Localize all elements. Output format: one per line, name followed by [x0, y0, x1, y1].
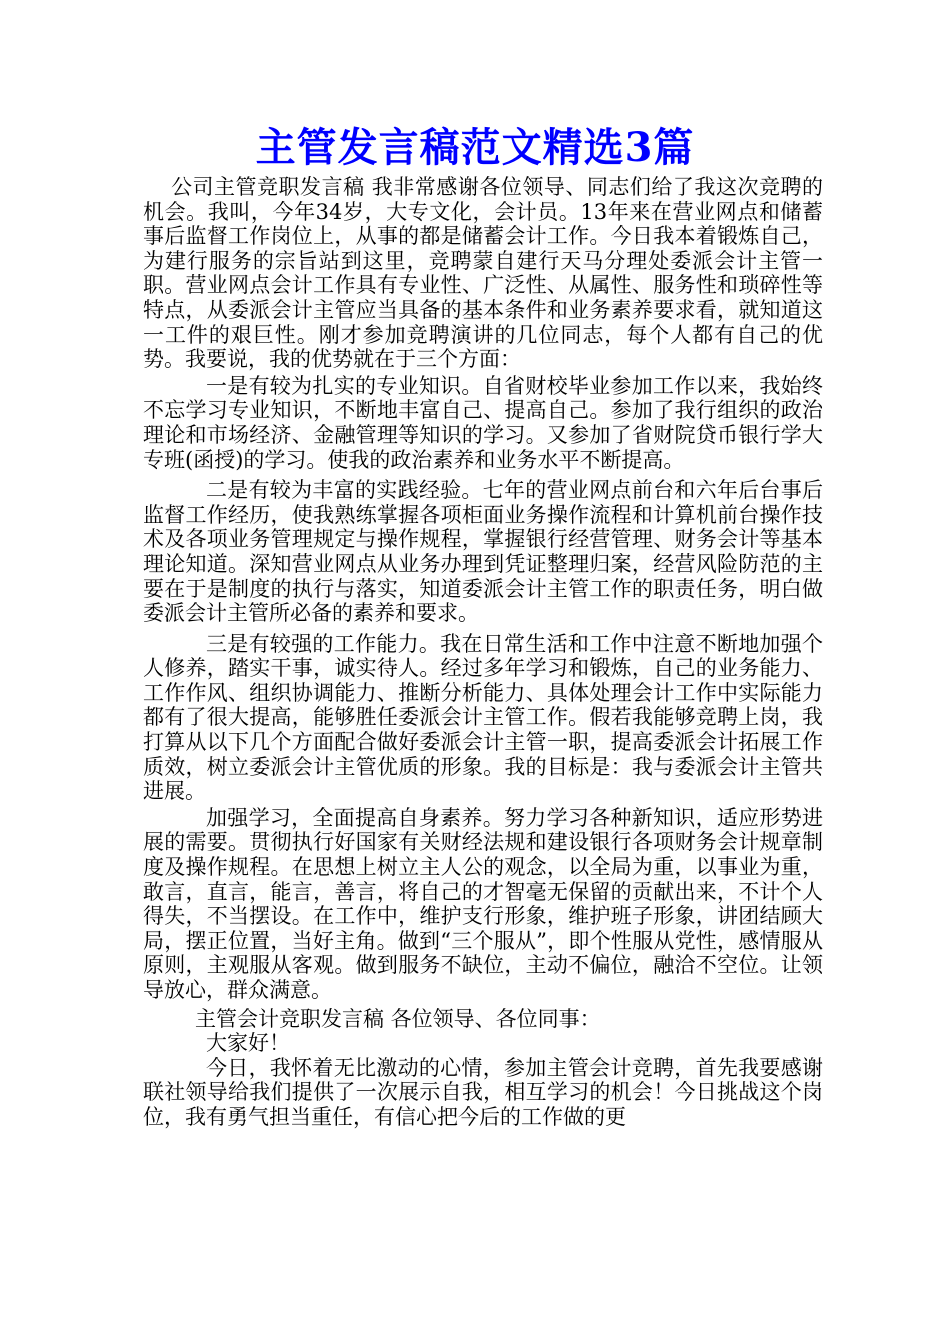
paragraph-study: 加强学习，全面提高自身素养。努力学习各种新知识，适应形势进展的需要。贯彻执行好国家有关财经法规和建设银行各项财务会计规章制度及操作规程。在思想上树立主人公的观念，以全局为重，以事业为重，敢言，直言，能言，善言，将自己的才智毫无保留的贡献出来，不计个人得失，不当摆设。在工作中，维护支行形象，维护班子形象，讲团结顾大局，摆正位置，当好主角。做到“三个服从”，即个性服从党性，感情服从原则，主观服从客观。做到服务不缺位，主动不偏位，融洽不空位。让领导放心，群众满意。	[143, 805, 823, 1002]
document-body	[143, 175, 823, 1130]
paragraph-point-two: 二是有较为丰富的实践经验。七年的营业网点前台和六年后台事后监督工作经历，使我熟练掌握各项柜面业务操作流程和计算机前台操作技术及各项业务管理规定与操作规程，掌握银行经营管理、财务会计等基本理论知道。深知营业网点从业务办理到凭证整理归案，经营风险防范的主要在于是制度的执行与落实，知道委派会计主管工作的职责任务，明白做委派会计主管所必备的素养和要求。	[143, 478, 823, 626]
paragraph-second-speech-heading: 主管会计竞职发言稿 各位领导、各位同事：	[195, 1006, 601, 1031]
paragraph-second-speech-body: 今日，我怀着无比激动的心情，参加主管会计竞聘，首先我要感谢联社领导给我们提供了一次展示自我，相互学习的机会！今日挑战这个岗位，我有勇气担当重任，有信心把今后的工作做的更	[143, 1055, 823, 1129]
document-title: 主管发言稿范文精选3篇	[255, 124, 695, 171]
paragraph-intro: 公司主管竞职发言稿 我非常感谢各位领导、同志们给了我这次竞聘的机会。我叫，今年34岁，大专文化，会计员。13年来在营业网点和储蓄事后监督工作岗位上，从事的都是储蓄会计工作。今日我本着锻炼自己，为建行服务的宗旨站到这里，竞聘蒙自建行天马分理处委派会计主管一职。营业网点会计工作具有专业性、广泛性、从属性、服务性和琐碎性等特点，从委派会计主管应当具备的基本条件和业务素养要求看，就知道这一工件的艰巨性。刚才参加竞聘演讲的几位同志，每个人都有自己的优势。我要说，我的优势就在于三个方面：	[143, 175, 823, 372]
paragraph-point-one: 一是有较为扎实的专业知识。自省财校毕业参加工作以来，我始终不忘学习专业知识，不断地丰富自己、提高自己。参加了我行组织的政治理论和市场经济、金融管理等知识的学习。又参加了省财院贷币银行学大专班(函授)的学习。使我的政治素养和业务水平不断提高。	[143, 373, 823, 472]
paragraph-greeting: 大家好！	[206, 1031, 290, 1056]
paragraph-point-three: 三是有较强的工作能力。我在日常生活和工作中注意不断地加强个人修养，踏实干事，诚实待人。经过多年学习和锻炼，自己的业务能力、工作作风、组织协调能力、推断分析能力、具体处理会计工作中实际能力都有了很大提高，能够胜任委派会计主管工作。假若我能够竞聘上岗，我打算从以下几个方面配合做好委派会计主管一职，提高委派会计拓展工作质效，树立委派会计主管优质的形象。我的目标是：我与委派会计主管共进展。	[143, 631, 823, 804]
